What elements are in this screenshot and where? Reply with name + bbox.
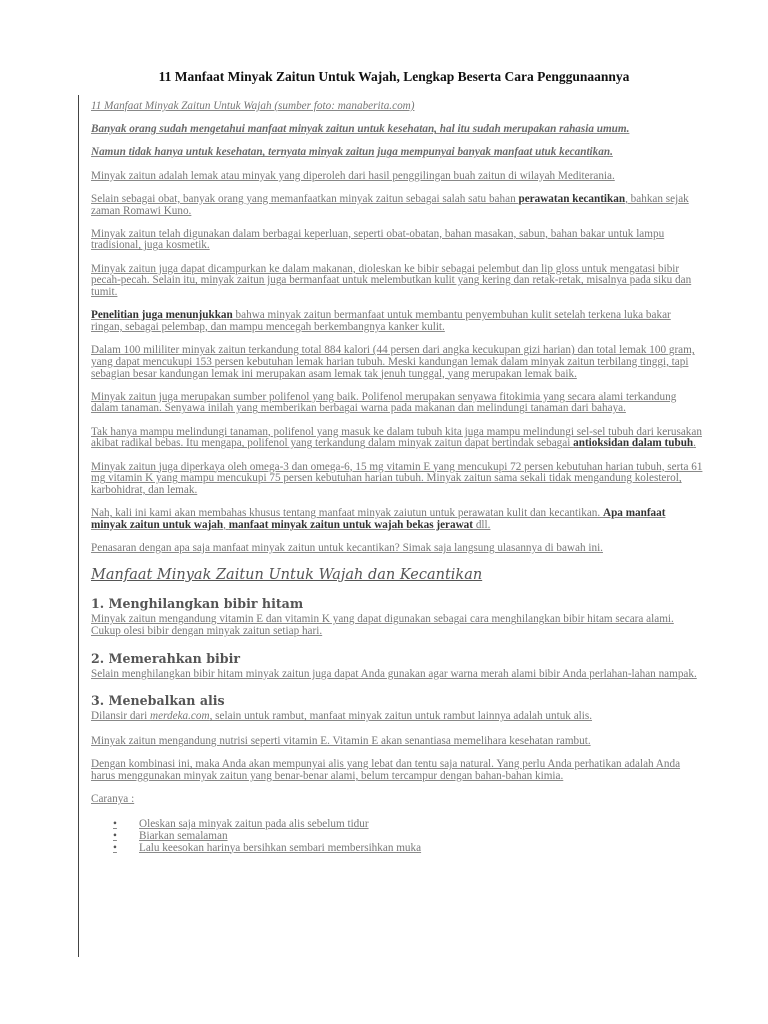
text: . [693, 437, 696, 450]
howto-label: Caranya : [91, 793, 135, 806]
subsection-1-text: Minyak zaitun mengandung vitamin E dan vitamin K yang dapat digunakan sebagai cara menghilangkan bibir hitam secara alami. Cukup olesi bibir dengan minyak zaitun setiap hari. [91, 613, 674, 637]
text: bahwa minyak zaitun bermanfaat untuk membantu penyembuhan kulit setelah terkena luka bakar ringan, sebagai pelembap, dan mampu mencegah berkembangnya kanker kulit. [91, 309, 671, 333]
bullet-icon: • [113, 829, 117, 842]
link-antioksidan[interactable]: antioksidan dalam tubuh [573, 437, 694, 450]
subsection-3-vitamin: Minyak zaitun mengandung nutrisi seperti vitamin E. Vitamin E akan senantiasa memelihara kesehatan rambut. [91, 735, 591, 748]
paragraph-antioxidant [91, 427, 703, 450]
text: dll. [473, 518, 491, 531]
text: Nah, kali ini kami akan membahas khusus tentang manfaat minyak zaiutun untuk perawatan kulit dan kecantikan. [91, 507, 603, 520]
list-item [113, 819, 703, 831]
paragraph-topic [91, 508, 703, 531]
step-text: Biarkan semalaman [139, 829, 228, 842]
text: , [223, 518, 229, 531]
list-item [113, 831, 703, 843]
link-penelitian[interactable]: Penelitian juga menunjukkan [91, 309, 233, 322]
paragraph-definition: Minyak zaitun adalah lemak atau minyak yang diperoleh dari hasil penggilingan buah zaitun di wilayah Mediterania. [91, 169, 615, 182]
subsection-2-text: Selain menghilangkan bibir hitam minyak zaitun juga dapat Anda gunakan agar warna merah alami bibir Anda perlahan-lahan nampak. [91, 667, 697, 680]
paragraph-nutrition: Dalam 100 mililiter minyak zaitun terkandung total 884 kalori (44 persen dari angka kecukupan gizi harian) dan total lemak 100 gram, yang dapat mencukupi 153 persen kebutuhan lemak harian tubuh. Meski kandungan lemak dalam minyak zaitun terbilang tinggi, tapi sebagian besar kandungan lemak ini merupakan asam lemak tak jenuh tunggal, yang merupakan lemak baik. [91, 344, 695, 380]
link-perawatan-kecantikan[interactable]: perawatan kecantikan [518, 192, 626, 205]
paragraph-food: Minyak zaitun juga dapat dicampurkan ke dalam makanan, dioleskan ke bibir sebagai pelembut dan lip gloss untuk mengatasi bibir pecah-pecah. Selain itu, minyak zaitun juga bermanfaat untuk melembutkan kulit yang kering dan retak-retak, misalnya pada siku dan tumit. [91, 262, 692, 299]
paragraph-history [91, 194, 703, 217]
text: Selain sebagai obat, banyak orang yang memanfaatkan minyak zaitun sebagai salah satu bahan [91, 192, 519, 205]
bullet-icon: • [113, 841, 117, 854]
bullet-icon: • [113, 817, 117, 830]
step-text: Oleskan saja minyak zaitun pada alis sebelum tidur [139, 817, 369, 830]
text: Dilansir dari [91, 710, 151, 723]
link-merdeka[interactable]: merdeka.com [150, 710, 210, 723]
subheading-3: 3. Menebalkan alis [91, 693, 225, 709]
image-caption: 11 Manfaat Minyak Zaitun Untuk Wajah (sumber foto: manaberita.com) [91, 100, 415, 112]
paragraph-research [91, 310, 703, 333]
article-body [91, 101, 703, 854]
lead-paragraph-1: Banyak orang sudah mengetahui manfaat minyak zaitun untuk kesehatan, hal itu sudah merupakan rahasia umum. [91, 123, 630, 136]
steps-list [113, 819, 703, 854]
text: , selain untuk rambut, manfaat minyak zaitun untuk rambut lainnya adalah untuk alis. [209, 710, 593, 723]
paragraph-uses: Minyak zaitun telah digunakan dalam berbagai keperluan, seperti obat-obatan, bahan masakan, sabun, bahan bakar untuk lampu tradisional, juga kosmetik. [91, 227, 665, 252]
document-title: 11 Manfaat Minyak Zaitun Untuk Wajah, Lengkap Beserta Cara Penggunaannya [158, 69, 630, 84]
text: , bahkan sejak zaman Romawi Kuno. [91, 192, 689, 217]
paragraph-teaser: Penasaran dengan apa saja manfaat minyak zaitun untuk kecantikan? Simak saja langsung ulasannya di bawah ini. [91, 542, 603, 555]
step-text: Lalu keesokan harinya bersihkan sembari membersihkan muka [139, 841, 422, 854]
list-item [113, 843, 703, 855]
paragraph-vitamins: Minyak zaitun juga diperkaya oleh omega-3 dan omega-6, 15 mg vitamin E yang mencukupi 72 persen kebutuhan harian tubuh, serta 61 mg vitamin K yang mampu mencukupi 75 persen kebutuhan harian tubuh. Minyak zaitun sama sekali tidak mengandung kolesterol, karbohidrat, dan lemak. [91, 460, 703, 496]
link-manfaat-jerawat[interactable]: manfaat minyak zaitun untuk wajah bekas jerawat [228, 518, 474, 531]
subheading-2: 2. Memerahkan bibir [91, 650, 241, 666]
lead-paragraph-2: Namun tidak hanya untuk kesehatan, ternyata minyak zaitun juga mempunyai banyak manfaat utuk kecantikan. [91, 146, 613, 159]
subheading-1: 1. Menghilangkan bibir hitam [91, 596, 304, 612]
link-manfaat-wajah[interactable]: Apa manfaat minyak zaitun untuk wajah [91, 507, 666, 531]
section-heading: Manfaat Minyak Zaitun Untuk Wajah dan Kecantikan [91, 567, 483, 584]
left-margin-rule [78, 95, 79, 957]
text: Tak hanya mampu melindungi tanaman, polifenol yang masuk ke dalam tubuh kita juga mampu melindungi sel-sel tubuh dari kerusakan akibat radikal bebas. Itu mengapa, polifenol yang terkandung dalam minyak zaitun dapat bertindak sebagai [91, 425, 702, 450]
subsection-3-combination: Dengan kombinasi ini, maka Anda akan mempunyai alis yang lebat dan tentu saja natural. Yang perlu Anda perhatikan adalah Anda harus menggunakan minyak zaitun yang benar-benar alami, belum tercampur dengan bahan-bahan kimia. [91, 758, 681, 782]
paragraph-polyphenol: Minyak zaitun juga merupakan sumber polifenol yang baik. Polifenol merupakan senyawa fitokimia yang secara alami terkandung dalam tanaman. Senyawa inilah yang memberikan berbagai warna pada makanan dan melindungi tanaman dari bahaya. [91, 390, 677, 415]
subsection-3-source [91, 711, 703, 723]
